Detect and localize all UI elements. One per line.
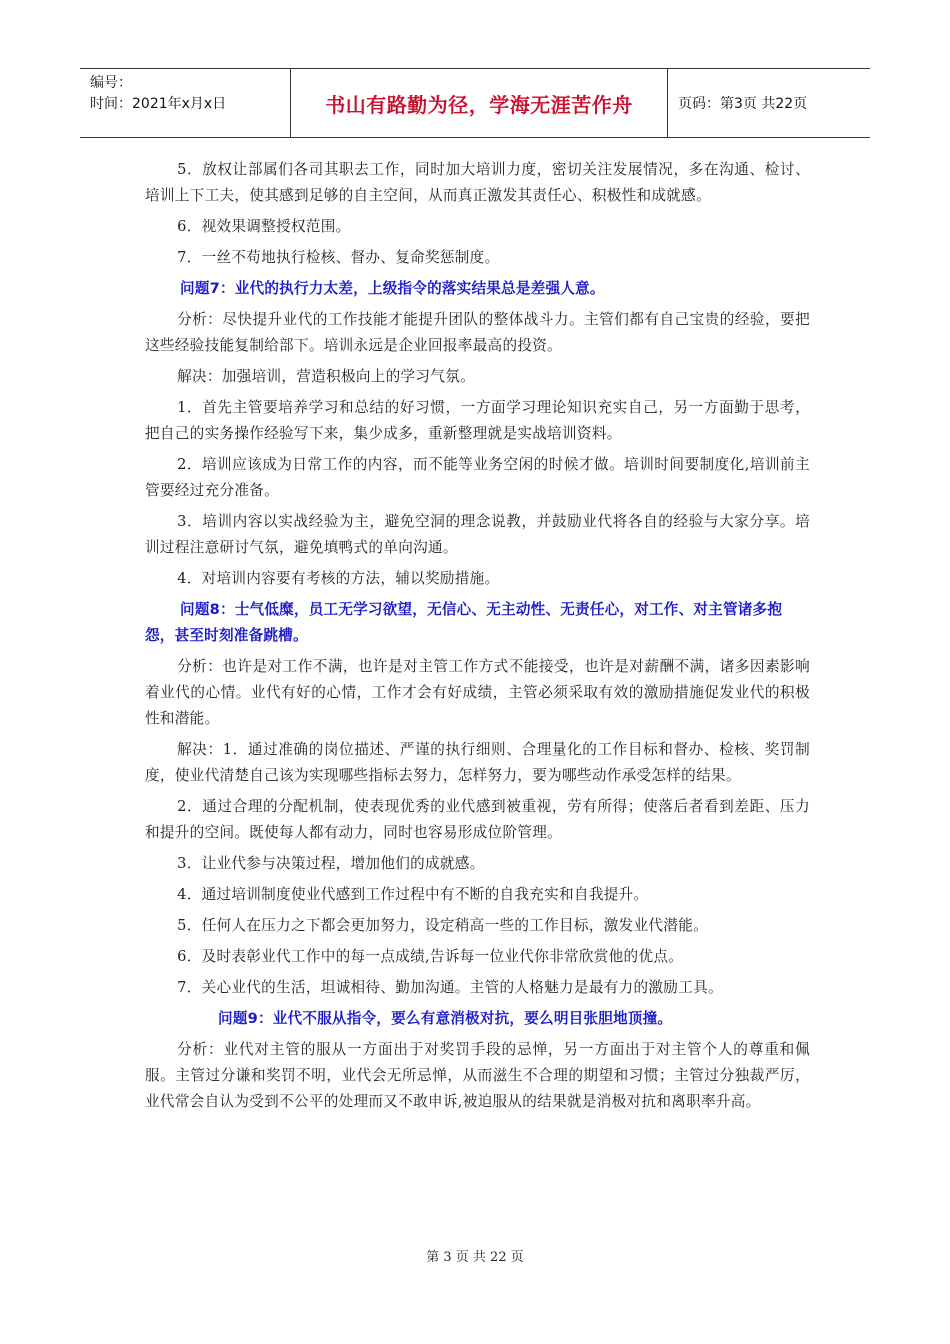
paragraph: 2．培训应该成为日常工作的内容，而不能等业务空闲的时候才做。培训时间要制度化,培训前主管要经过充分准备。 [145,456,810,499]
paragraph: 5．放权让部属们各司其职去工作，同时加大培训力度，密切关注发展情况，多在沟通、检讨、培训上下工夫，使其感到足够的自主空间，从而真正激发其责任心、积极性和成就感。 [145,161,810,204]
header-page-info: 页码：第3页 共22页 [678,96,808,112]
paragraph: 分析：业代对主管的服从一方面出于对奖罚手段的忌惮，另一方面出于对主管个人的尊重和佩服。主管过分谦和奖罚不明，业代会无所忌惮，从而滋生不合理的期望和习惯；主管过分独裁严厉，业代常会自认为受到不公平的处理而又不敢申诉,被迫服从的结果就是消极对抗和离职率升高。 [145,1041,810,1110]
question-heading: 问题8：士气低糜，员工无学习欲望，无信心、无主动性、无责任心，对工作、对主管诸多抱怨，甚至时刻准备跳槽。 [145,601,783,644]
header-motto: 书山有路勤为径，学海无涯苦作舟 [290,69,668,137]
date-label: 时间：2021年x月x日 [90,96,227,112]
paragraph: 7．一丝不苟地执行检核、督办、复命奖惩制度。 [177,249,500,266]
header-left-cell [80,69,290,137]
paragraph: 解决：加强培训，营造积极向上的学习气氛。 [177,368,475,385]
paragraph: 分析：也许是对工作不满，也许是对主管工作方式不能接受，也许是对薪酬不满，诸多因素影响着业代的心情。业代有好的心情，工作才会有好成绩，主管必须采取有效的激励措施促发业代的积极性和潜能。 [145,658,810,727]
document-body [145,157,810,1120]
question-heading: 问题9：业代不服从指令，要么有意消极对抗，要么明目张胆地顶撞。 [218,1010,673,1027]
paragraph: 1．首先主管要培养学习和总结的好习惯，一方面学习理论知识充实自己，另一方面勤于思考，把自己的实务操作经验写下来，集少成多，重新整理就是实战培训资料。 [145,399,810,442]
page-footer: 第 3 页 共 22 页 [426,1250,524,1265]
paragraph: 5．任何人在压力之下都会更加努力，设定稍高一些的工作目标，激发业代潜能。 [177,917,708,934]
paragraph: 6．及时表彰业代工作中的每一点成绩,告诉每一位业代你非常欣赏他的优点。 [177,948,684,965]
paragraph: 分析：尽快提升业代的工作技能才能提升团队的整体战斗力。主管们都有自己宝贵的经验，要把这些经验技能复制给部下。培训永远是企业回报率最高的投资。 [145,311,810,354]
paragraph: 3．让业代参与决策过程，增加他们的成就感。 [177,855,485,872]
paragraph: 3．培训内容以实战经验为主，避免空洞的理念说教，并鼓励业代将各自的经验与大家分享。培训过程注意研讨气氛，避免填鸭式的单向沟通。 [145,513,810,556]
number-label: 编号： [90,75,132,91]
paragraph: 6．视效果调整授权范围。 [177,218,351,235]
paragraph: 解决：1．通过准确的岗位描述、严谨的执行细则、合理量化的工作目标和督办、检核、奖罚制度，使业代清楚自己该为实现哪些指标去努力，怎样努力，要为哪些动作承受怎样的结果。 [145,741,810,784]
paragraph: 2．通过合理的分配机制，使表现优秀的业代感到被重视，劳有所得；使落后者看到差距、压力和提升的空间。既使每人都有动力，同时也容易形成位阶管理。 [145,798,810,841]
paragraph: 7．关心业代的生活，坦诚相待、勤加沟通。主管的人格魅力是最有力的激励工具。 [177,979,723,996]
question-heading: 问题7：业代的执行力太差，上级指令的落实结果总是差强人意。 [180,280,605,297]
page-header [80,68,870,138]
paragraph: 4．对培训内容要有考核的方法，辅以奖励措施。 [177,570,500,587]
paragraph: 4．通过培训制度使业代感到工作过程中有不断的自我充实和自我提升。 [177,886,649,903]
